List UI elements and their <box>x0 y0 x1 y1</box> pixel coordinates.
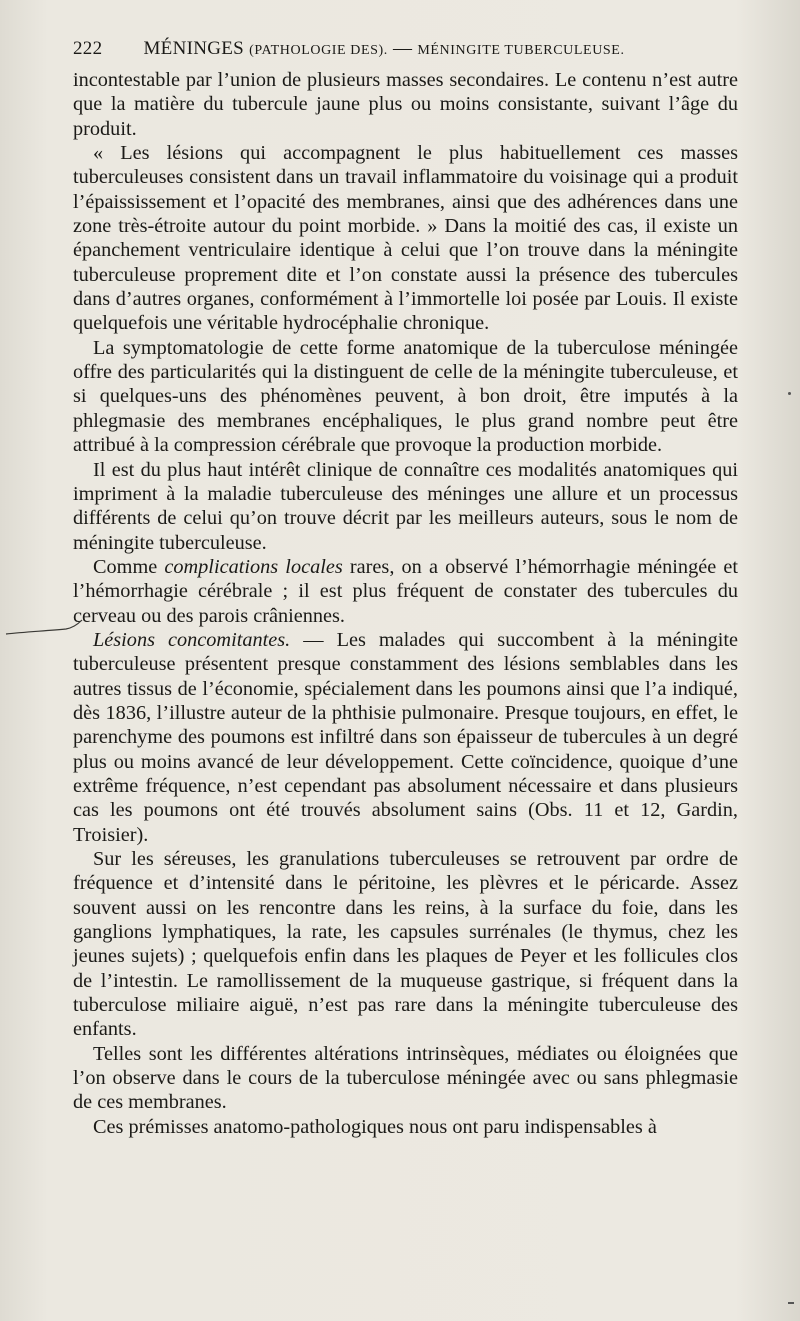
paragraph-6-post: — Les malades qui succombent à la méningite tuberculeuse présentent presque constamment des lésions semblables dans les autres tissus de l’économie, spécialement dans les poumons ainsi que l’a indiqué, dès 1836, l’illustre auteur de la phthisie pulmonaire. Presque toujours, en effet, le parenchyme des poumons est infiltré dans son épaisseur de tubercules à un degré plus ou moins avancé de leur développement. Cette coïncidence, quoique d’une extrême fréquence, n’est cependant pas absolument nécessaire et dans plusieurs cas les poumons ont été trouvés absolument sains (Obs. 11 et 12, Gardin, Troisier). <box>73 628 738 846</box>
paragraph-7: Sur les séreuses, les granulations tuberculeuses se retrouvent par ordre de fréquence et d’intensité dans le péritoine, les plèvres et le péricarde. Assez souvent aussi on les rencontre dans les reins, à la surface du foie, dans les ganglions lymphatiques, la rate, les capsules surrénales (le thymus, chez les jeunes sujets) ; quelquefois enfin dans les plaques de Peyer et les follicules clos de l’intestin. Le ramollissement de la muqueuse gastrique, si fréquent dans la tuberculose miliaire aiguë, n’est pas rare dans la méningite tuberculeuse des enfants. <box>73 848 738 1041</box>
paragraph-6 <box>73 628 738 847</box>
running-header <box>73 38 763 60</box>
paragraph-5-pre: Comme <box>93 555 165 578</box>
header-section: MÉNINGITE TUBERCULEUSE. <box>417 43 625 58</box>
paragraph-5 <box>73 555 738 628</box>
lesions-concomitantes-heading: Lésions concomitantes. <box>93 628 291 651</box>
header-title: MÉNINGES <box>143 38 245 59</box>
paragraph-5-post: rares, on a observé l’hémorrhagie méningée et l’hémorrhagie cérébrale ; il est plus fréquent de constater des tubercules du cerveau ou des parois crâniennes. <box>73 555 738 627</box>
paragraph-3: La symptomatologie de cette forme anatomique de la tuberculose méningée offre des particularités qui la distinguent de celle de la méningite tuberculeuse, et si quelques-uns des phénomènes peuvent, à bon droit, être imputés à la phlegmasie des membranes encéphaliques, le plus grand nombre peut être attribué à la compression cérébrale que provoque la production morbide. <box>73 336 738 457</box>
paragraph-1: incontestable par l’union de plusieurs masses secondaires. Le contenu n’est autre que la matière du tubercule jaune plus ou moins consistante, suivant l’âge du produit. <box>73 69 738 140</box>
page-body <box>73 68 738 1139</box>
header-dash: — <box>392 38 413 59</box>
pencil-margin-mark <box>4 618 84 640</box>
header-subtitle: (PATHOLOGIE DES). <box>249 43 388 58</box>
paragraph-4: Il est du plus haut intérêt clinique de connaître ces modalités anatomiques qui impriment à la maladie tuberculeuse des méninges une allure et un processus différents de celui qu’on trouve décrit par les meilleurs auteurs, sous le nom de méningite tuberculeuse. <box>73 458 738 554</box>
margin-speck <box>788 392 791 395</box>
paragraph-8: Telles sont les différentes altérations intrinsèques, médiates ou éloignées que l’on observe dans le cours de la tuberculose méningée avec ou sans phlegmasie de ces membranes. <box>73 1042 738 1114</box>
complications-locales-term: complications locales <box>164 555 343 578</box>
paragraph-9: Ces prémisses anatomo-pathologiques nous ont paru indispensables à <box>93 1115 657 1138</box>
page-number: 222 <box>73 38 103 59</box>
paragraph-2: « Les lésions qui accompagnent le plus habituellement ces masses tuberculeuses consistent dans un travail inflammatoire du voisinage qui a produit l’épaississement et l’opacité des membranes, ainsi que des adhérences dans une zone très-étroite autour du point morbide. » Dans la moitié des cas, il existe un épanchement ventriculaire identique à celui que l’on trouve dans la méningite tuberculeuse proprement dite et l’on constate aussi la présence des tubercules dans d’autres organes, conformément à l’immortelle loi posée par Louis. Il existe quelquefois une véritable hydrocéphalie chronique. <box>73 142 738 335</box>
margin-speck <box>788 1302 794 1304</box>
